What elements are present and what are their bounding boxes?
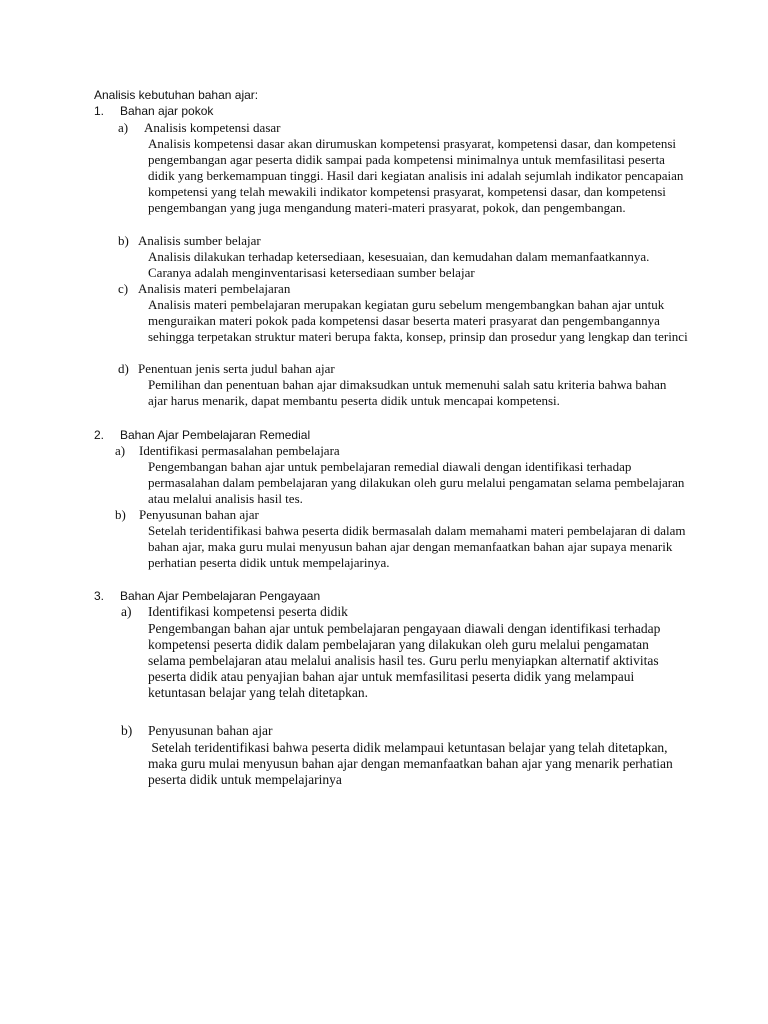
subsection-1c-text: Analisis materi pembelajaran merupakan kegiatan guru sebelum mengembangkan bahan ajar untuk menguraikan materi pokok pada kompetensi dasar beserta materi prasyarat dan pengembangannya sehingga terpetakan struktur materi berupa fakta, konsep, prinsip dan prosedur yang lengkap dan terinci (148, 297, 688, 345)
subsection-1b-heading (118, 233, 261, 249)
subsection-1b-text: Analisis dilakukan terhadap ketersediaan, kesesuaian, dan kemudahan dalam memanfaatkannya. Caranya adalah menginventarisasi ketersediaan sumber belajar (148, 249, 650, 281)
subsection-title: Penyusunan bahan ajar (148, 723, 273, 738)
subsection-2b-heading (115, 507, 259, 523)
section-title: Bahan Ajar Pembelajaran Pengayaan (120, 589, 321, 603)
subsection-2a-text: Pengembangan bahan ajar untuk pembelajaran remedial diawali dengan identifikasi terhadap permasalahan dalam pembelajaran yang dilakukan oleh guru melalui pengamatan selama pembelajaran atau melalui analisis hasil tes. (148, 459, 685, 507)
section-title: Bahan ajar pokok (120, 104, 214, 118)
subsection-letter: a) (121, 604, 132, 619)
section-title: Bahan Ajar Pembelajaran Remedial (120, 428, 311, 442)
subsection-title: Identifikasi kompetensi peserta didik (148, 604, 348, 619)
document-title: Analisis kebutuhan bahan ajar: (94, 88, 259, 102)
section-1-heading (94, 103, 213, 119)
section-2-heading (94, 427, 310, 443)
subsection-title: Analisis materi pembelajaran (138, 281, 291, 296)
subsection-1a-heading (118, 120, 280, 136)
subsection-1d-text: Pemilihan dan penentuan bahan ajar dimaksudkan untuk memenuhi salah satu kriteria bahwa bahan ajar harus menarik, dapat membantu peserta didik untuk mencapai kompetensi. (148, 377, 667, 409)
subsection-title: Identifikasi permasalahan pembelajara (139, 443, 340, 458)
subsection-3a-heading (121, 604, 348, 620)
subsection-3b-text: Setelah teridentifikasi bahwa peserta didik melampaui ketuntasan belajar yang telah ditetapkan, maka guru mulai menyusun bahan ajar dengan memanfaatkan bahan ajar yang menarik perhatian peserta didik untuk mempelajarinya (148, 740, 677, 788)
subsection-title: Penyusunan bahan ajar (139, 507, 259, 522)
subsection-3a-text: Pengembangan bahan ajar untuk pembelajaran pengayaan diawali dengan identifikasi terhadap kompetensi peserta didik dalam pembelajaran yang dilakukan oleh guru melalui pengamatan selama pembelajaran atau melalui analisis hasil tes. Guru perlu menyiapkan alternatif aktivitas peserta didik atau penyajian bahan ajar untuk memfasilitasi peserta didik yang melampaui ketuntasan belajar yang telah ditetapkan. (148, 621, 661, 701)
subsection-letter: a) (118, 120, 129, 135)
subsection-1a-text: Analisis kompetensi dasar akan dirumuskan kompetensi prasyarat, kompetensi dasar, dan kompetensi pengembangan agar peserta didik sampai pada kompetensi minimalnya untuk memfasilitasi peserta didik yang berkemampuan tinggi. Hasil dari kegiatan analisis ini adalah sejumlah indikator pencapaian kompetensi yang telah mewakili indikator kompetensi prasyarat, kompetensi dasar, dan kompetensi pengembangan yang juga mengandung materi-materi prasyarat, pokok, dan pengembangan. (148, 136, 684, 216)
section-number: 1. (94, 104, 105, 118)
subsection-2b-text: Setelah teridentifikasi bahwa peserta didik bermasalah dalam memahami materi pembelajaran di dalam bahan ajar, maka guru mulai menyusun bahan ajar dengan memanfaatkan bahan ajar supaya menarik perhatian peserta didik untuk mempelajarinya. (148, 523, 686, 571)
subsection-title: Analisis kompetensi dasar (144, 120, 281, 135)
subsection-3b-heading (121, 723, 272, 739)
subsection-title: Penentuan jenis serta judul bahan ajar (138, 361, 335, 376)
subsection-letter: a) (115, 443, 126, 458)
subsection-letter: d) (118, 361, 129, 376)
section-number: 2. (94, 428, 105, 442)
subsection-letter: b) (118, 233, 129, 248)
subsection-letter: c) (118, 281, 129, 296)
subsection-title: Analisis sumber belajar (138, 233, 261, 248)
section-3-heading (94, 588, 320, 604)
subsection-letter: b) (115, 507, 126, 522)
subsection-1c-heading (118, 281, 290, 297)
subsection-1d-heading (118, 361, 335, 377)
subsection-2a-heading (115, 443, 340, 459)
section-number: 3. (94, 589, 105, 603)
subsection-letter: b) (121, 723, 133, 738)
